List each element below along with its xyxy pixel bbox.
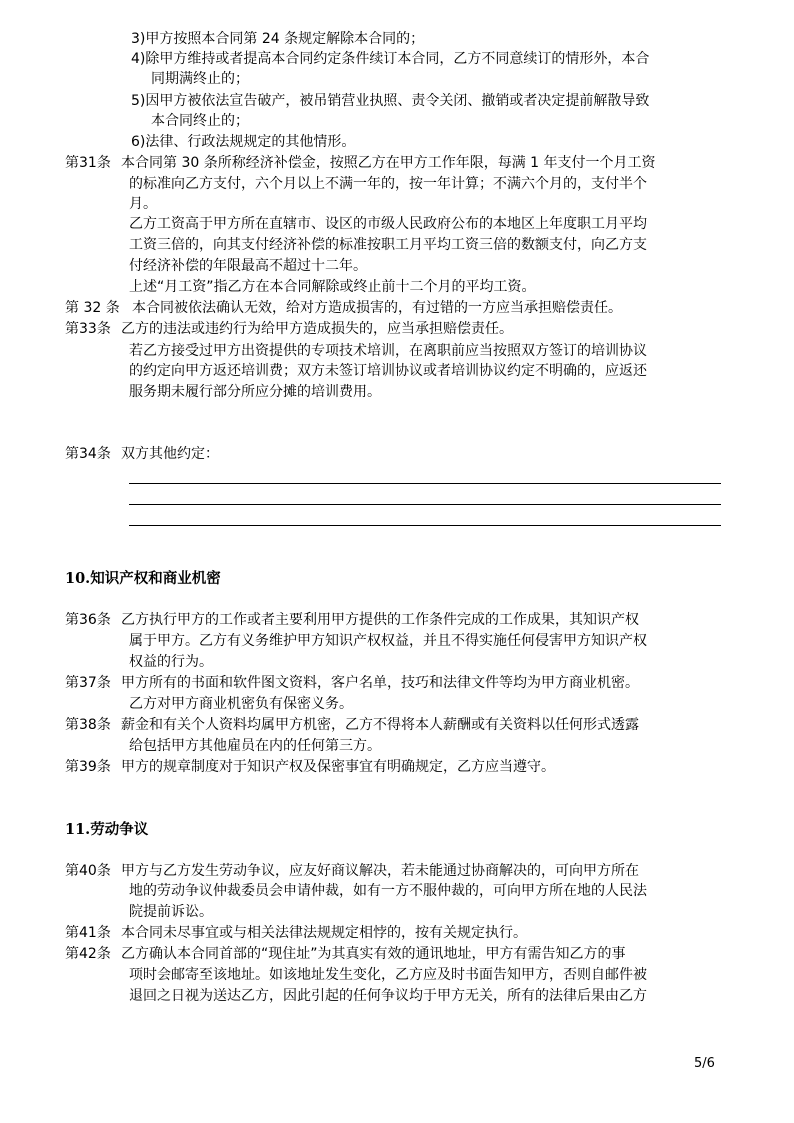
article-label: 第 32 条 [65, 300, 120, 316]
article-label: 第42条 [65, 946, 111, 962]
fill-in-line [129, 483, 721, 484]
article-label: 第31条 [65, 155, 111, 171]
section-heading: 10.知识产权和商业机密 [65, 570, 221, 587]
list-item: 6)法律、行政法规规定的其他情形。 [131, 134, 356, 150]
article-text: 乙方的违法或违约行为给甲方造成损失的，应当承担赔偿责任。 [121, 321, 513, 337]
article-text: 工资三倍的，向其支付经济补偿的标准按职工月平均工资三倍的数额支付，向乙方支 [129, 237, 647, 253]
article-text: 双方其他约定： [121, 446, 219, 462]
article-text: 乙方工资高于甲方所在直辖市、设区的市级人民政府公布的本地区上年度职工月平均 [129, 216, 647, 232]
article-text: 乙方执行甲方的工作或者主要利用甲方提供的工作条件完成的工作成果，其知识产权 [121, 612, 639, 628]
article-text: 属于甲方。乙方有义务维护甲方知识产权权益，并且不得实施任何侵害甲方知识产权 [129, 633, 647, 649]
article-label: 第38条 [65, 717, 111, 733]
fill-in-line [129, 504, 721, 505]
article-text: 薪金和有关个人资料均属甲方机密，乙方不得将本人薪酬或有关资料以任何形式透露 [121, 717, 639, 733]
page-number: 5/6 [694, 1056, 715, 1071]
article-text: 地的劳动争议仲裁委员会申请仲裁，如有一方不服仲裁的，可向甲方所在地的人民法 [129, 883, 647, 899]
article-text: 月。 [129, 196, 157, 212]
list-item-continuation: 本合同终止的； [151, 113, 249, 129]
article-label: 第40条 [65, 863, 111, 879]
section-heading: 11.劳动争议 [65, 821, 149, 838]
article-label: 第39条 [65, 759, 111, 775]
article-text: 甲方与乙方发生劳动争议，应友好商议解决，若未能通过协商解决的，可向甲方所在 [121, 863, 639, 879]
article-label: 第36条 [65, 612, 111, 628]
article-text: 服务期未履行部分所应分摊的培训费用。 [129, 384, 381, 400]
article-text: 的约定向甲方返还培训费；双方未签订培训协议或者培训协议约定不明确的，应返还 [129, 363, 647, 379]
article-text: 若乙方接受过甲方出资提供的专项技术培训，在离职前应当按照双方签订的培训协议 [129, 343, 647, 359]
article-text: 本合同未尽事宜或与相关法律法规规定相悖的，按有关规定执行。 [121, 925, 527, 941]
list-item: 5)因甲方被依法宣告破产，被吊销营业执照、责令关闭、撤销或者决定提前解散导致 [131, 93, 650, 109]
article-text: 乙方对甲方商业机密负有保密义务。 [129, 696, 353, 712]
article-text: 上述“月工资”指乙方在本合同解除或终止前十二个月的平均工资。 [129, 279, 536, 295]
article-text: 项时会邮寄至该地址。如该地址发生变化，乙方应及时书面告知甲方，否则自邮件被 [129, 967, 647, 983]
article-text: 本合同第 30 条所称经济补偿金，按照乙方在甲方工作年限，每满 1 年支付一个月工资 [121, 155, 656, 171]
list-item-continuation: 同期满终止的； [151, 71, 249, 87]
article-text: 院提前诉讼。 [129, 904, 213, 920]
article-text: 权益的行为。 [129, 654, 213, 670]
article-text: 甲方的规章制度对于知识产权及保密事宜有明确规定，乙方应当遵守。 [121, 759, 555, 775]
fill-in-line [129, 525, 721, 526]
article-text: 甲方所有的书面和软件图文资料，客户名单，技巧和法律文件等均为甲方商业机密。 [121, 675, 639, 691]
list-item: 3)甲方按照本合同第 24 条规定解除本合同的； [131, 31, 425, 47]
article-label: 第37条 [65, 675, 111, 691]
article-text: 乙方确认本合同首部的“现住址”为其真实有效的通讯地址，甲方有需告知乙方的事 [121, 946, 626, 962]
article-label: 第41条 [65, 925, 111, 941]
list-item: 4)除甲方维持或者提高本合同约定条件续订本合同，乙方不同意续订的情形外，本合 [131, 51, 650, 67]
article-text: 的标准向乙方支付，六个月以上不满一年的，按一年计算；不满六个月的，支付半个 [129, 176, 647, 192]
article-text: 付经济补偿的年限最高不超过十二年。 [129, 258, 367, 274]
article-label: 第34条 [65, 446, 111, 462]
article-label: 第33条 [65, 321, 111, 337]
article-text: 本合同被依法确认无效，给对方造成损害的，有过错的一方应当承担赔偿责任。 [132, 300, 622, 316]
article-text: 给包括甲方其他雇员在内的任何第三方。 [129, 738, 381, 754]
article-text: 退回之日视为送达乙方，因此引起的任何争议均于甲方无关，所有的法律后果由乙方 [129, 988, 647, 1004]
